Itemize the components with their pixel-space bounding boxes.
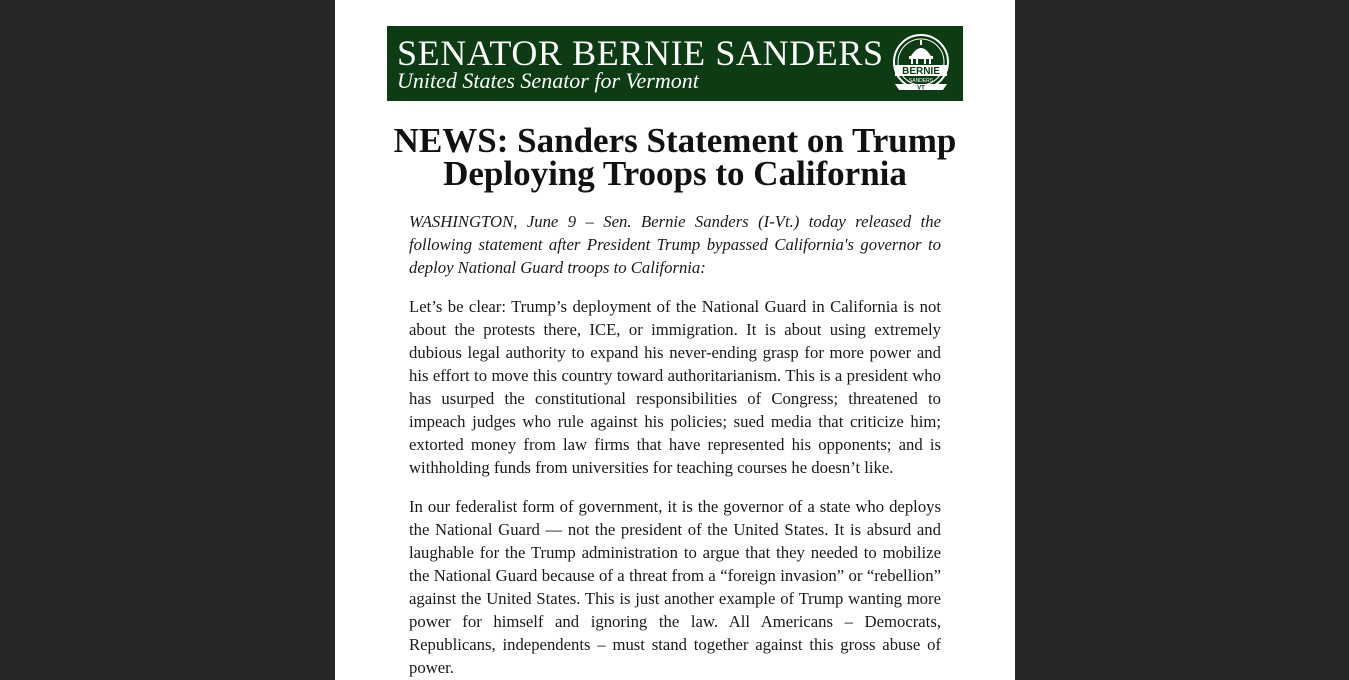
document-page [335,0,1015,680]
article-body [409,210,941,680]
article-paragraph: In our federalist form of government, it is the governor of a state who deploys the National Guard — not the president of the United States. It is absurd and laughable for the Trump administration to argue that they needed to mobilize the National Guard because of a threat from a “foreign invasion” or “rebellion” against the United States. This is just another example of Trump wanting more power for himself and ignoring the law. All Americans – Democrats, Republicans, independents – must stand together against this gross abuse of power. [409,497,941,677]
banner-subtitle: United States Senator for Vermont [397,68,699,93]
seal-state-text: VT [917,85,925,92]
article-headline: NEWS: Sanders Statement on Trump Deploying Troops to California [393,121,957,193]
seal-text: BERNIE [902,66,940,77]
article-paragraph: Let’s be clear: Trump’s deployment of the National Guard in California is not about the protests there, ICE, or immigration. It is about using extremely dubious legal authority to expand his never-ending grasp for more power and his effort to move this country toward authoritarianism. This is a president who has usurped the constitutional responsibilities of Congress; threatened to impeach judges who rule against his policies; sued media that criticize him; extorted money from law firms that have represented his opponents; and is withholding funds from universities for teaching courses he doesn’t like. [409,297,941,477]
banner-senator-name: SENATOR BERNIE SANDERS [397,33,884,73]
senator-banner [387,26,963,101]
seal-small-text: SANDERS [908,78,934,84]
senate-seal-icon [889,32,953,96]
article-dateline: WASHINGTON, June 9 – Sen. Bernie Sanders (I-Vt.) today released the following statement after President Trump bypassed California's governor to deploy National Guard troops to California: [409,212,941,277]
